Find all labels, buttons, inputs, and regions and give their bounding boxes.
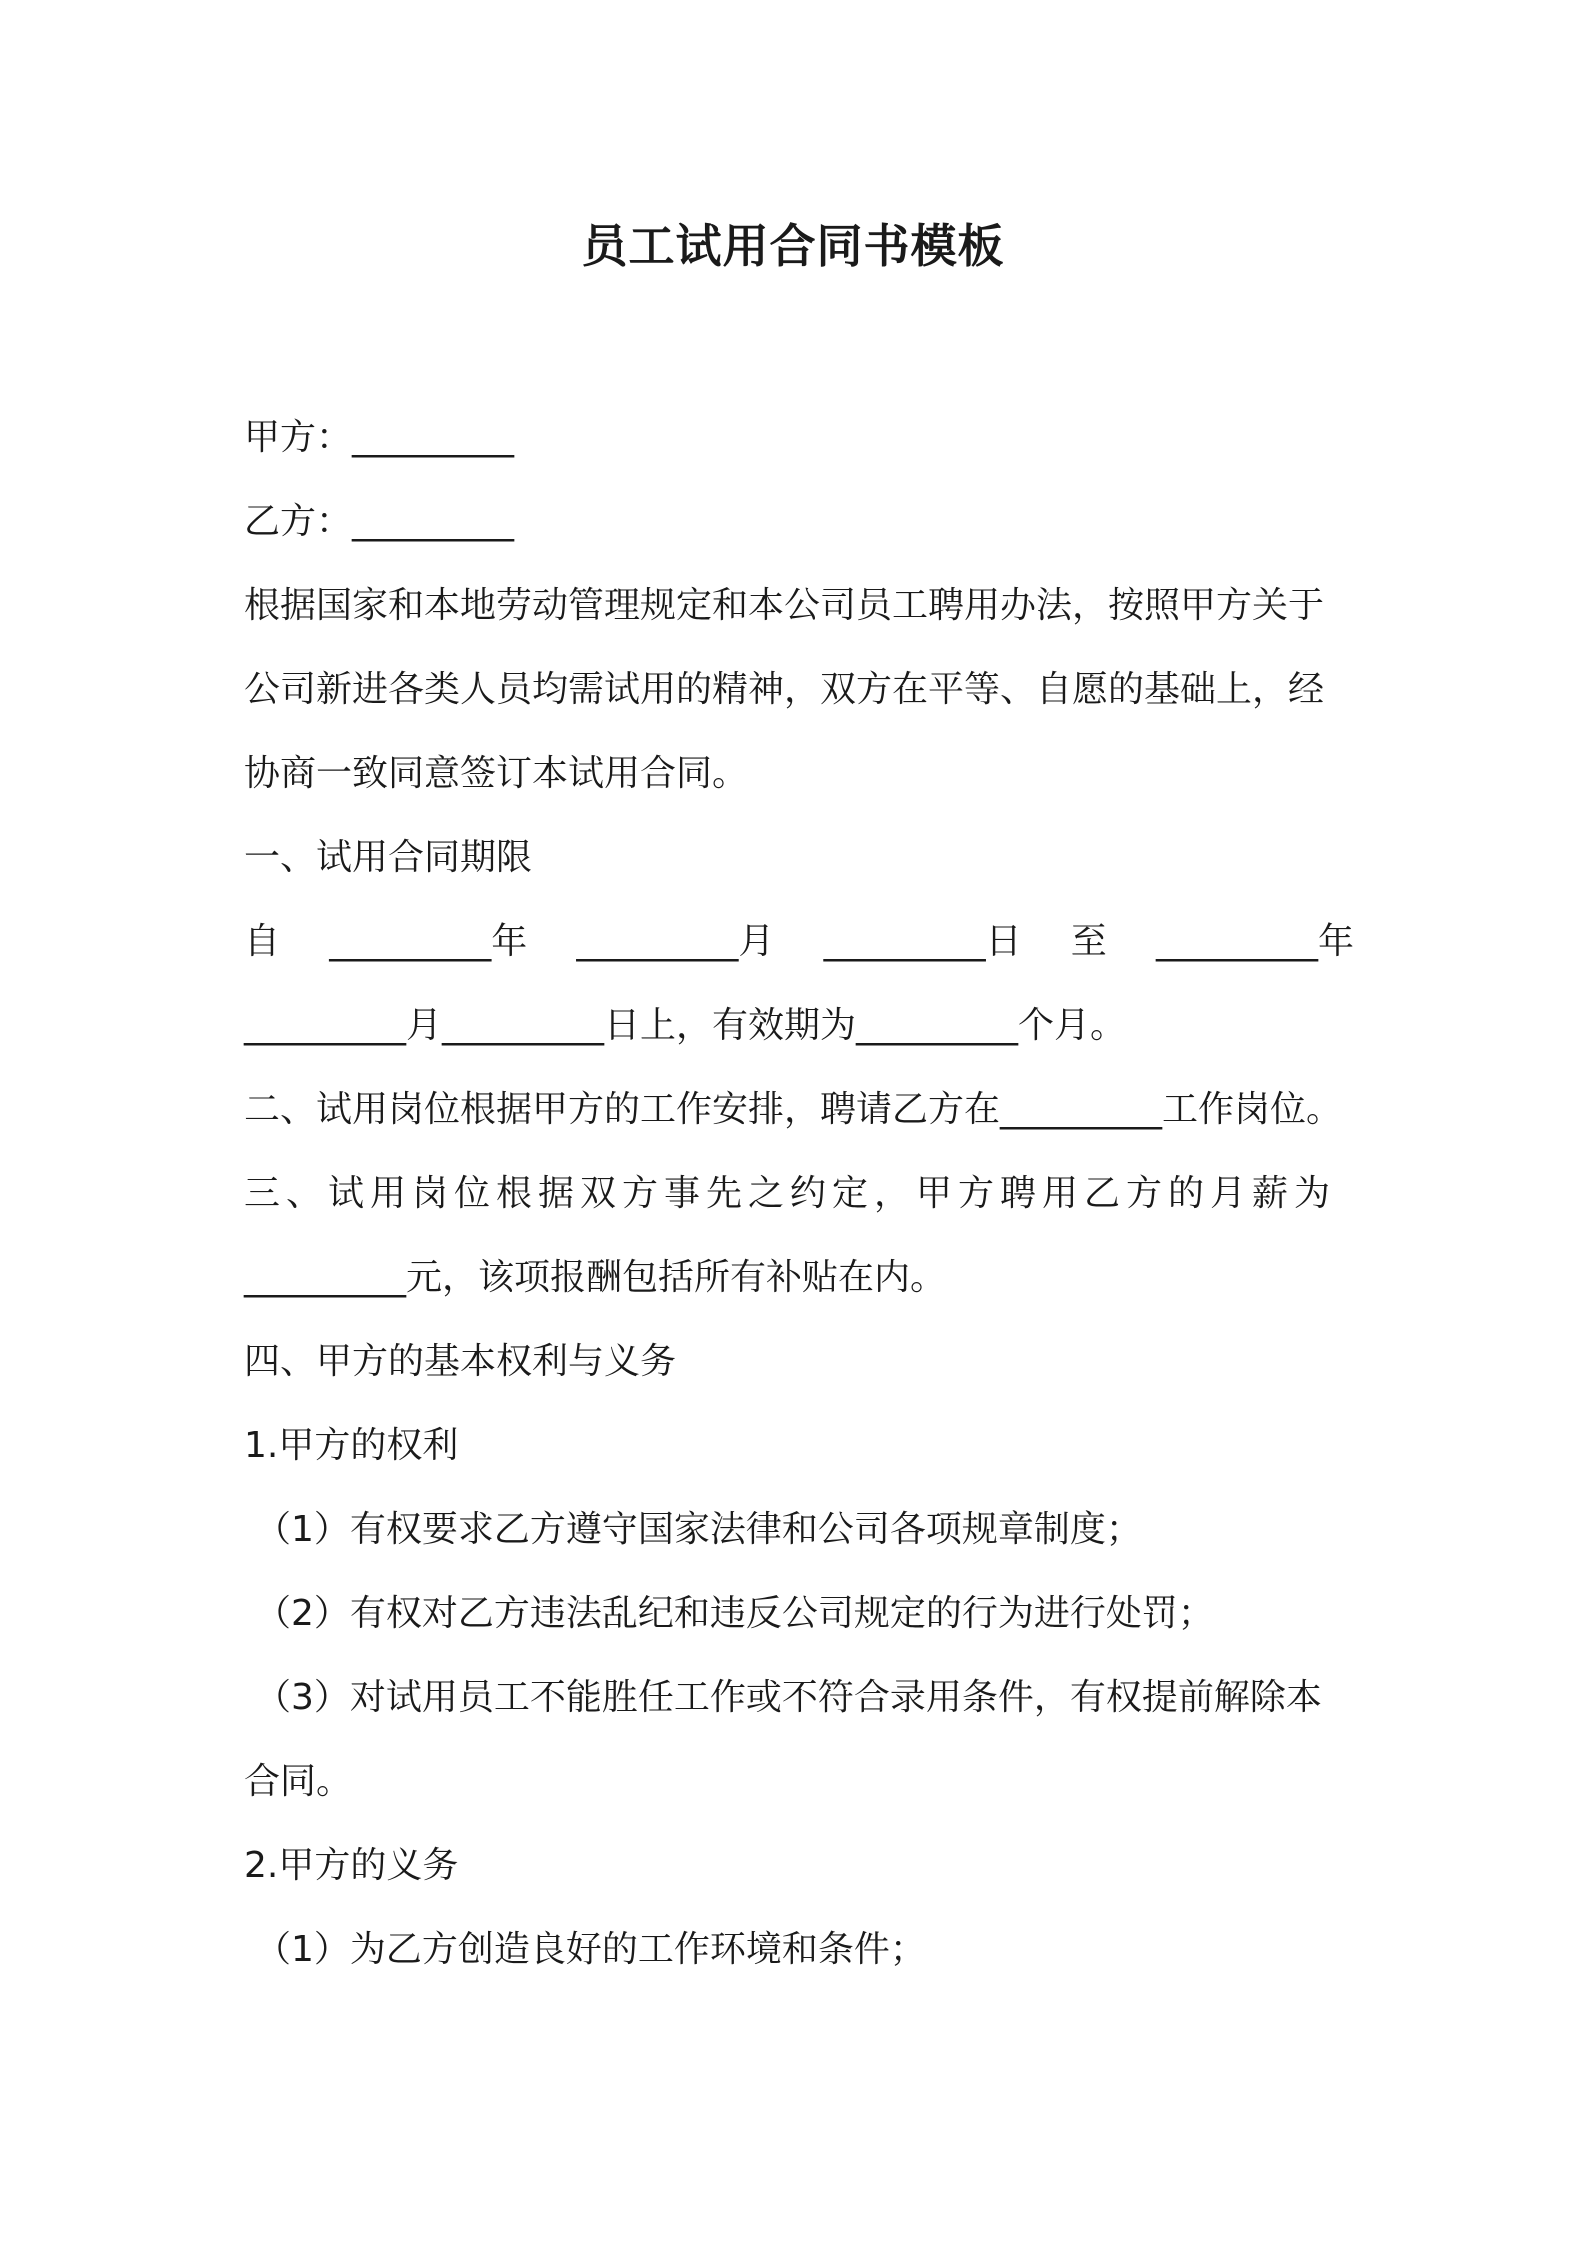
party-a-line: 甲方：_________ [244, 417, 515, 458]
date-to-label: 至 [1070, 921, 1107, 962]
date-from-year: _________年 [329, 921, 528, 962]
duties-heading: 2.甲方的义务 [244, 1845, 459, 1886]
rights-heading: 1.甲方的权利 [244, 1425, 459, 1466]
duties-item-1: （1）为乙方创造良好的工作环境和条件； [255, 1929, 926, 1970]
intro-line-2: 公司新进各类人员均需试用的精神，双方在平等、自愿的基础上，经 [244, 669, 1325, 710]
intro-line-3: 协商一致同意签订本试用合同。 [244, 753, 749, 794]
date-from-month: _________月 [576, 921, 775, 962]
section-3-line-1: 三、试用岗位根据双方事先之约定，甲方聘用乙方的月薪为 [244, 1173, 1337, 1214]
section-1-date-line [244, 916, 1354, 968]
rights-item-3-continued: 合同。 [244, 1761, 353, 1802]
date-from-label: 自 [244, 921, 281, 962]
rights-item-2: （2）有权对乙方违法乱纪和违反公司规定的行为进行处罚； [255, 1593, 1214, 1634]
section-1-date-line-2: _________月_________日上，有效期为_________个月。 [244, 1005, 1127, 1046]
section-2-line: 二、试用岗位根据甲方的工作安排，聘请乙方在_________工作岗位。 [244, 1089, 1343, 1130]
party-b-line: 乙方：_________ [244, 501, 515, 542]
section-4-heading: 四、甲方的基本权利与义务 [244, 1341, 677, 1382]
rights-item-3: （3）对试用员工不能胜任工作或不符合录用条件，有权提前解除本 [255, 1677, 1322, 1718]
intro-line-1: 根据国家和本地劳动管理规定和本公司员工聘用办法，按照甲方关于 [244, 585, 1325, 626]
section-3-line-2: _________元，该项报酬包括所有补贴在内。 [244, 1257, 947, 1298]
rights-item-1: （1）有权要求乙方遵守国家法律和公司各项规章制度； [255, 1509, 1142, 1550]
date-to-year: _________年 [1155, 921, 1354, 962]
document-title: 员工试用合同书模板 [581, 219, 1005, 273]
date-from-day: _________日 [823, 921, 1022, 962]
section-1-heading: 一、试用合同期限 [244, 837, 533, 878]
